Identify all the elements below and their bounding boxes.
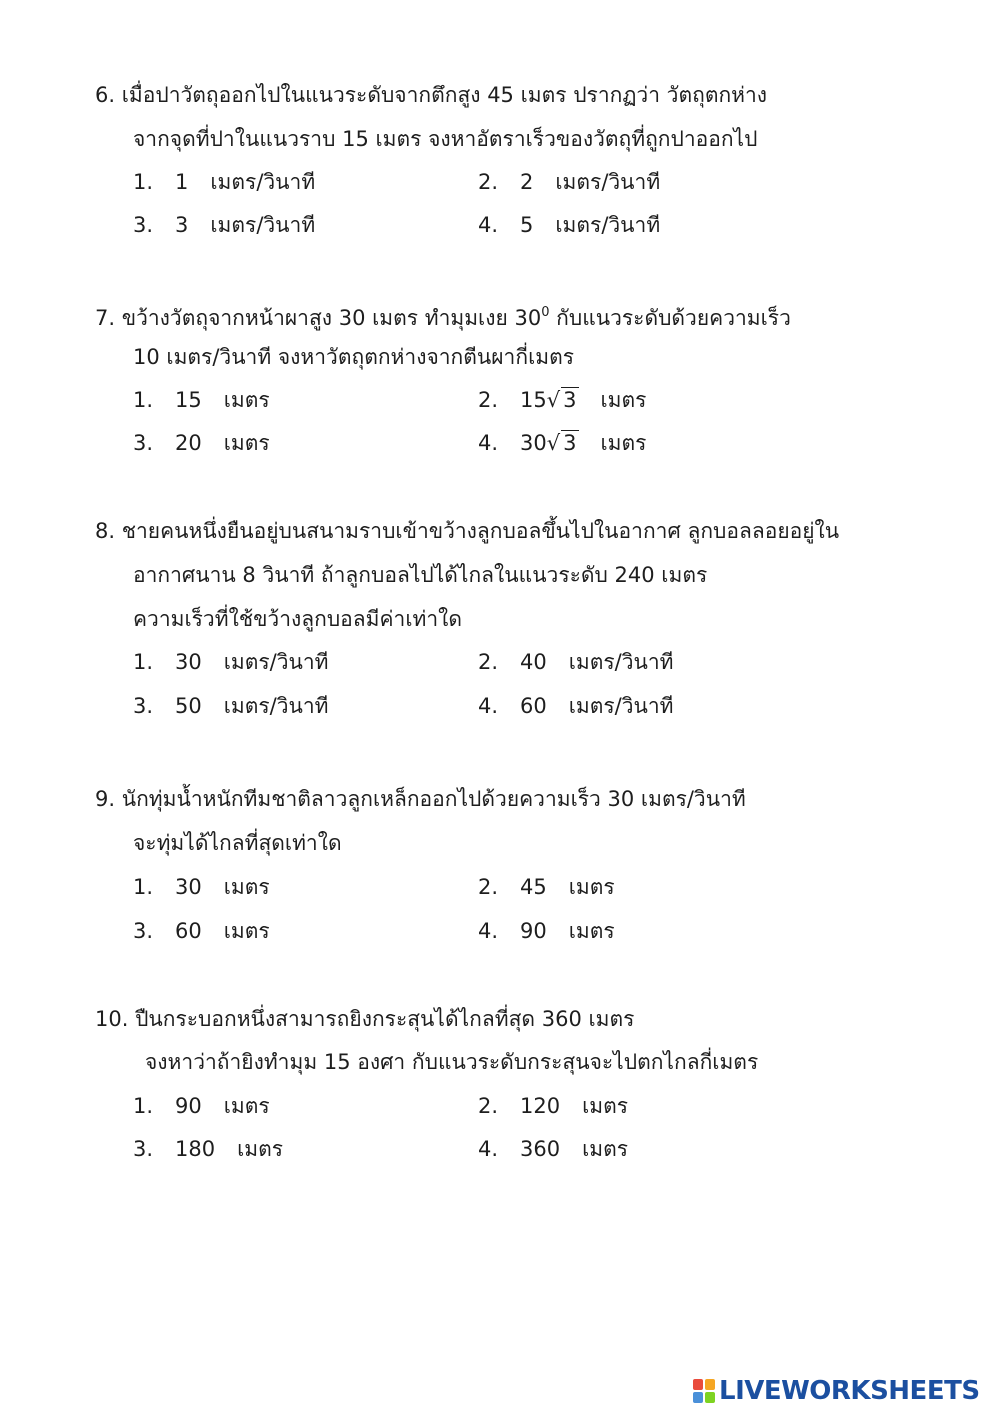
answer-option-6-3[interactable] (133, 210, 315, 240)
option-unit: เมตร (223, 1094, 270, 1118)
option-value: 90 (520, 919, 547, 943)
answer-option-9-1[interactable] (133, 872, 270, 902)
option-value: 60 (520, 694, 547, 718)
option-number: 4. (478, 213, 499, 237)
answer-option-7-1[interactable] (133, 385, 270, 415)
option-radicand: 3 (563, 431, 577, 455)
option-number: 2. (478, 650, 499, 674)
question-stem-line: จากจุดที่ปาในแนวราบ 15 เมตร จงหาอัตราเร็วของวัตถุที่ถูกปาออกไป (133, 127, 758, 151)
answer-option-7-3[interactable] (133, 428, 270, 458)
option-value: 360 (520, 1137, 561, 1161)
question-stem-line (95, 1004, 634, 1034)
logo-square (705, 1392, 715, 1403)
option-unit: เมตร/วินาที (223, 694, 329, 718)
question-number: 8. (95, 519, 116, 543)
option-unit: เมตร (223, 875, 270, 899)
option-value: 45 (520, 875, 547, 899)
option-value: 180 (175, 1137, 216, 1161)
liveworksheets-logo (693, 1374, 993, 1408)
option-unit: เมตร (600, 431, 647, 455)
option-value: 2 (520, 170, 534, 194)
question-stem-line (95, 784, 746, 814)
answer-option-6-4[interactable] (478, 210, 660, 240)
option-value: 3 (175, 213, 189, 237)
logo-square (693, 1379, 703, 1390)
option-unit: เมตร (582, 1137, 629, 1161)
option-number: 1. (133, 388, 154, 412)
option-value: 120 (520, 1094, 561, 1118)
option-value (520, 385, 579, 415)
answer-option-10-4[interactable] (478, 1134, 628, 1164)
option-number: 1. (133, 875, 154, 899)
option-unit: เมตร (600, 388, 647, 412)
option-number: 2. (478, 875, 499, 899)
option-number: 2. (478, 1094, 499, 1118)
option-coefficient: 15 (520, 388, 547, 412)
option-number: 3. (133, 213, 154, 237)
option-value: 30 (175, 875, 202, 899)
answer-option-7-4[interactable] (478, 428, 646, 458)
option-number: 2. (478, 388, 499, 412)
option-unit: เมตร (568, 919, 615, 943)
option-unit: เมตร/วินาที (210, 170, 316, 194)
question-stem-text: นักทุ่มน้ำหนักทีมชาติลาวลูกเหล็กออกไปด้วยความเร็ว 30 เมตร/วินาที (121, 787, 746, 811)
option-value: 20 (175, 431, 202, 455)
option-unit: เมตร/วินาที (555, 213, 661, 237)
question-number: 9. (95, 787, 116, 811)
question-stem-text: กับแนวระดับด้วยความเร็ว (556, 306, 791, 330)
option-coefficient: 30 (520, 431, 547, 455)
option-number: 3. (133, 694, 154, 718)
answer-option-10-2[interactable] (478, 1091, 628, 1121)
question-number: 6. (95, 83, 116, 107)
question-stem-text: ขว้างวัตถุจากหน้าผาสูง 30 เมตร ทำมุมเงย 30 (121, 306, 542, 330)
option-number: 3. (133, 919, 154, 943)
answer-option-9-2[interactable] (478, 872, 615, 902)
question-stem-line: จงหาว่าถ้ายิงทำมุม 15 องศา กับแนวระดับกระสุนจะไปตกไกลกี่เมตร (145, 1050, 759, 1074)
option-unit: เมตร (223, 919, 270, 943)
answer-option-10-1[interactable] (133, 1091, 270, 1121)
option-radicand: 3 (563, 388, 577, 412)
option-unit: เมตร/วินาที (568, 694, 674, 718)
answer-option-7-2[interactable] (478, 385, 646, 415)
logo-square (705, 1379, 715, 1390)
answer-option-8-1[interactable] (133, 647, 329, 677)
question-stem-line (95, 298, 791, 328)
option-value: 5 (520, 213, 534, 237)
question-stem-line: จะทุ่มได้ไกลที่สุดเท่าใด (133, 831, 342, 855)
option-number: 4. (478, 919, 499, 943)
option-value: 60 (175, 919, 202, 943)
degree-superscript: 0 (541, 305, 550, 320)
option-value (520, 428, 579, 458)
answer-option-8-4[interactable] (478, 691, 674, 721)
option-unit: เมตร (223, 388, 270, 412)
option-unit: เมตร/วินาที (210, 213, 316, 237)
answer-option-8-2[interactable] (478, 647, 674, 677)
question-number: 10. (95, 1007, 129, 1031)
answer-option-8-3[interactable] (133, 691, 329, 721)
option-value: 30 (175, 650, 202, 674)
answer-option-6-1[interactable] (133, 167, 315, 197)
sqrt-symbol: √ (546, 388, 561, 412)
question-number: 7. (95, 306, 116, 330)
option-unit: เมตร (582, 1094, 629, 1118)
option-unit: เมตร/วินาที (555, 170, 661, 194)
liveworksheets-logo-icon (693, 1379, 715, 1403)
option-number: 1. (133, 1094, 154, 1118)
question-stem-line: ความเร็วที่ใช้ขว้างลูกบอลมีค่าเท่าใด (133, 607, 463, 631)
sqrt-symbol: √ (546, 431, 561, 455)
question-stem-text: ปืนกระบอกหนึ่งสามารถยิงกระสุนได้ไกลที่สุด 360 เมตร (135, 1007, 635, 1031)
option-unit: เมตร/วินาที (568, 650, 674, 674)
question-stem-text: เมื่อปาวัตถุออกไปในแนวระดับจากตึกสูง 45 เมตร ปรากฏว่า วัตถุตกห่าง (121, 83, 768, 107)
liveworksheets-logo-text: LIVEWORKSHEETS (719, 1376, 980, 1406)
option-number: 1. (133, 650, 154, 674)
answer-option-10-3[interactable] (133, 1134, 283, 1164)
option-unit: เมตร (223, 431, 270, 455)
question-stem-line: อากาศนาน 8 วินาที ถ้าลูกบอลไปได้ไกลในแนวระดับ 240 เมตร (133, 563, 708, 587)
option-number: 4. (478, 431, 499, 455)
answer-option-9-3[interactable] (133, 916, 270, 946)
option-unit: เมตร/วินาที (223, 650, 329, 674)
option-number: 3. (133, 1137, 154, 1161)
answer-option-9-4[interactable] (478, 916, 615, 946)
option-value: 1 (175, 170, 189, 194)
option-unit: เมตร (568, 875, 615, 899)
option-value: 90 (175, 1094, 202, 1118)
question-stem-line (95, 516, 839, 546)
option-value: 40 (520, 650, 547, 674)
option-number: 4. (478, 694, 499, 718)
option-number: 4. (478, 1137, 499, 1161)
answer-option-6-2[interactable] (478, 167, 660, 197)
question-stem-text: ชายคนหนึ่งยืนอยู่บนสนามราบเข้าขว้างลูกบอลขึ้นไปในอากาศ ลูกบอลลอยอยู่ใน (121, 519, 840, 543)
option-number: 2. (478, 170, 499, 194)
option-number: 1. (133, 170, 154, 194)
logo-square (693, 1392, 703, 1403)
option-number: 3. (133, 431, 154, 455)
option-value: 15 (175, 388, 202, 412)
option-unit: เมตร (237, 1137, 284, 1161)
question-stem-line: 10 เมตร/วินาที จงหาวัตถุตกห่างจากตีนผากี่เมตร (133, 345, 574, 369)
option-value: 50 (175, 694, 202, 718)
question-stem-line (95, 80, 767, 110)
